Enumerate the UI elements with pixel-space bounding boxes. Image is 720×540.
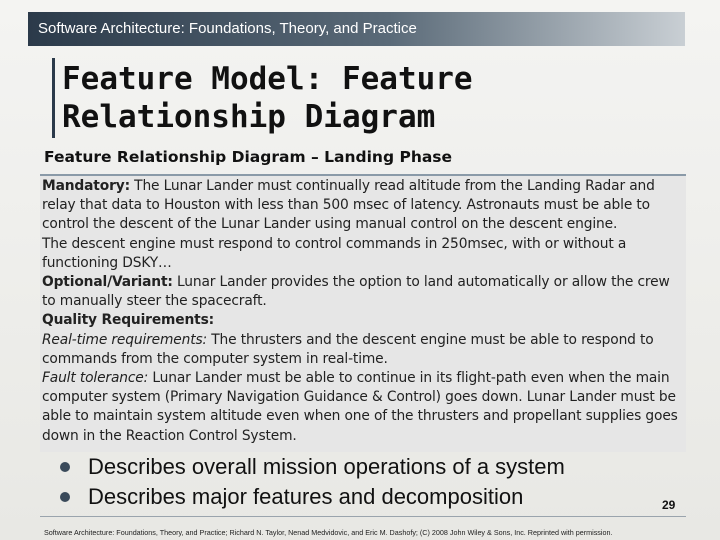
realtime-paragraph [42,331,684,369]
bullet-text: Describes overall mission operations of a system [88,454,565,479]
realtime-label: Real-time requirements: [42,331,208,348]
mandatory-paragraph-2: The descent engine must respond to control commands in 250msec, with or without a functioning DSKY… [42,235,627,271]
title-line-2: Relationship Diagram [62,99,436,135]
optional-label: Optional/Variant: [42,274,173,291]
slide-subtitle: Feature Relationship Diagram – Landing Phase [44,148,453,166]
mandatory-label: Mandatory: [42,178,130,194]
bullet-list [60,452,660,512]
bullet-item [60,482,660,512]
slide-title [62,60,473,136]
course-header: Software Architecture: Foundations, Theory, and Practice [38,20,417,37]
footer-divider [40,516,686,517]
bullet-text: Describes major features and decomposition [88,484,524,509]
fault-label: Fault tolerance: [42,370,149,387]
optional-paragraph [42,273,684,311]
fault-text: Lunar Lander must be able to continue in its flight-path even when the main computer system (Primary Navigation Guidance & Control) goes down. Lunar Lander must be able to maintain system altitude even when one of the thrusters and propellant supplies goes down in the Reaction Control System. [42,370,678,444]
fault-paragraph [42,369,684,446]
title-line-1: Feature Model: Feature [62,61,473,97]
optional-text: Lunar Lander provides the option to land automatically or allow the crew to manually steer the spacecraft. [42,274,670,310]
mandatory-paragraph [42,177,684,235]
description-text [42,177,684,446]
mandatory-text: The Lunar Lander must continually read altitude from the Landing Radar and relay that data to Houston with less than 500 msec of latency. Astronauts must be able to control the descent of the Lunar Lander using manual control on the descent engine. [42,178,655,233]
bullet-item [60,452,660,482]
realtime-text: The thrusters and the descent engine must be able to respond to commands from the computer system in real-time. [42,331,654,367]
quality-label: Quality Requirements: [42,312,215,329]
page-number: 29 [662,498,676,512]
bullet-dot-icon [60,492,70,502]
bullet-dot-icon [60,462,70,472]
footer-citation: Software Architecture: Foundations, Theory, and Practice; Richard N. Taylor, Nenad Medvidovic, and Eric M. Dashofy; (C) 2008 John Wiley & Sons, Inc. Reprinted with permission. [44,528,613,537]
